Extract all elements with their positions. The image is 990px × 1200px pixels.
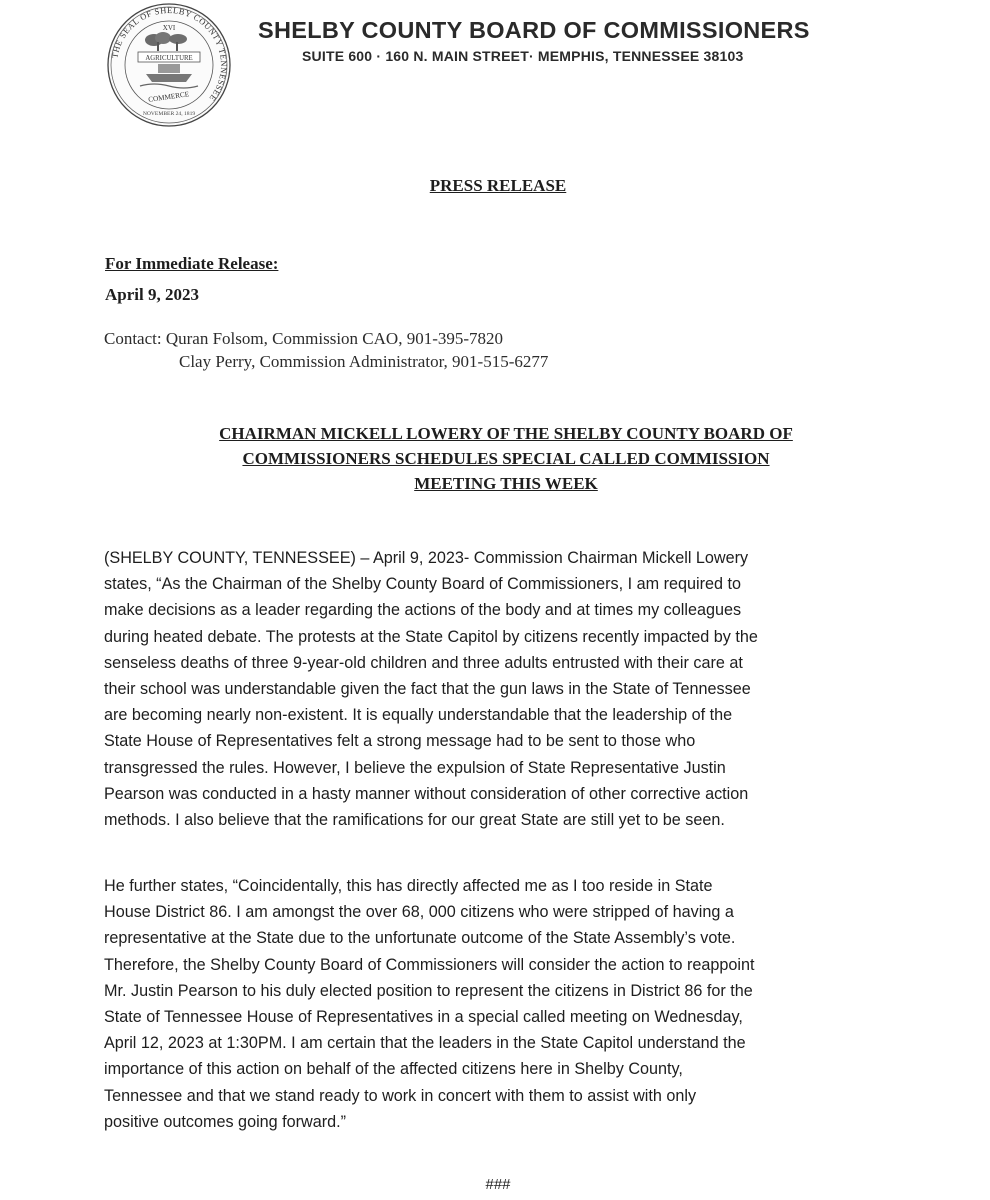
paragraph-line: their school was understandable given the fact that the gun laws in the State of Tennessee <box>104 680 751 699</box>
paragraph-line: during heated debate. The protests at the State Capitol by citizens recently impacted by the <box>104 627 758 646</box>
paragraph-line: Mr. Justin Pearson to his duly elected position to represent the citizens in District 86 for the <box>104 981 753 1000</box>
organization-name: SHELBY COUNTY BOARD OF COMMISSIONERS <box>258 17 810 43</box>
paragraph-line: Tennessee and that we stand ready to work in concert with them to assist with only <box>104 1086 697 1105</box>
paragraph-line: importance of this action on behalf of the affected citizens here in Shelby County, <box>104 1060 683 1079</box>
paragraph-line: House District 86. I am amongst the over 68, 000 citizens who were stripped of having a <box>104 903 734 922</box>
contact-line: Contact: Quran Folsom, Commission CAO, 901-395-7820 <box>104 329 504 348</box>
body-paragraph-1 <box>104 545 758 833</box>
release-label: For Immediate Release: <box>105 254 279 273</box>
contact-line: Clay Perry, Commission Administrator, 901-515-6277 <box>179 352 549 371</box>
county-seal <box>106 2 232 128</box>
paragraph-line: Therefore, the Shelby County Board of Commissioners will consider the action to reappoint <box>104 955 755 974</box>
seal-ring-text: THE SEAL OF SHELBY COUNTY TENNESSEE <box>110 5 229 103</box>
seal-date: NOVEMBER 24, 1819 <box>142 111 196 117</box>
body-paragraph-2 <box>104 873 755 1135</box>
organization-address: SUITE 600 · 160 N. MAIN STREET· MEMPHIS, TENNESSEE 38103 <box>302 48 744 64</box>
paragraph-line: are becoming nearly non-existent. It is equally understandable that the leadership of the <box>104 706 733 725</box>
paragraph-line: representative at the State due to the unfortunate outcome of the State Assembly’s vote. <box>104 929 736 948</box>
seal-banner-commerce: COMMERCE <box>147 90 190 104</box>
release-date: April 9, 2023 <box>105 285 199 304</box>
headline <box>0 421 990 496</box>
headline-line: MEETING THIS WEEK <box>414 474 598 493</box>
paragraph-line: State House of Representatives felt a strong message had to be sent to those who <box>104 732 696 751</box>
paragraph-line: transgressed the rules. However, I believe the expulsion of State Representative Justin <box>104 758 726 777</box>
paragraph-line: states, “As the Chairman of the Shelby County Board of Commissioners, I am required to <box>104 575 741 594</box>
paragraph-line: April 12, 2023 at 1:30PM. I am certain that the leaders in the State Capitol understand the <box>104 1034 746 1053</box>
headline-line: CHAIRMAN MICKELL LOWERY OF THE SHELBY COUNTY BOARD OF <box>219 424 793 443</box>
paragraph-line: Pearson was conducted in a hasty manner without consideration of other corrective action <box>104 784 749 803</box>
paragraph-line: make decisions as a leader regarding the actions of the body and at times my colleagues <box>104 601 742 620</box>
paragraph-line: State of Tennessee House of Representatives in a special called meeting on Wednesday, <box>104 1008 743 1027</box>
paragraph-line: positive outcomes going forward.” <box>104 1112 347 1131</box>
headline-line: COMMISSIONERS SCHEDULES SPECIAL CALLED COMMISSION <box>242 449 770 468</box>
paragraph-line: He further states, “Coincidentally, this has directly affected me as I too reside in State <box>104 877 713 895</box>
seal-banner-agriculture: AGRICULTURE <box>145 55 193 62</box>
end-of-release-mark: ### <box>485 1176 511 1193</box>
paragraph-line: senseless deaths of three 9-year-old children and three adults entrusted with their care at <box>104 653 743 672</box>
document-type-heading: PRESS RELEASE <box>429 176 567 195</box>
paragraph-line: (SHELBY COUNTY, TENNESSEE) – April 9, 2023- Commission Chairman Mickell Lowery <box>104 549 749 567</box>
seal-numeral: XVI <box>162 24 176 32</box>
paragraph-line: methods. I also believe that the ramifications for our great State are still yet to be seen. <box>104 811 725 830</box>
